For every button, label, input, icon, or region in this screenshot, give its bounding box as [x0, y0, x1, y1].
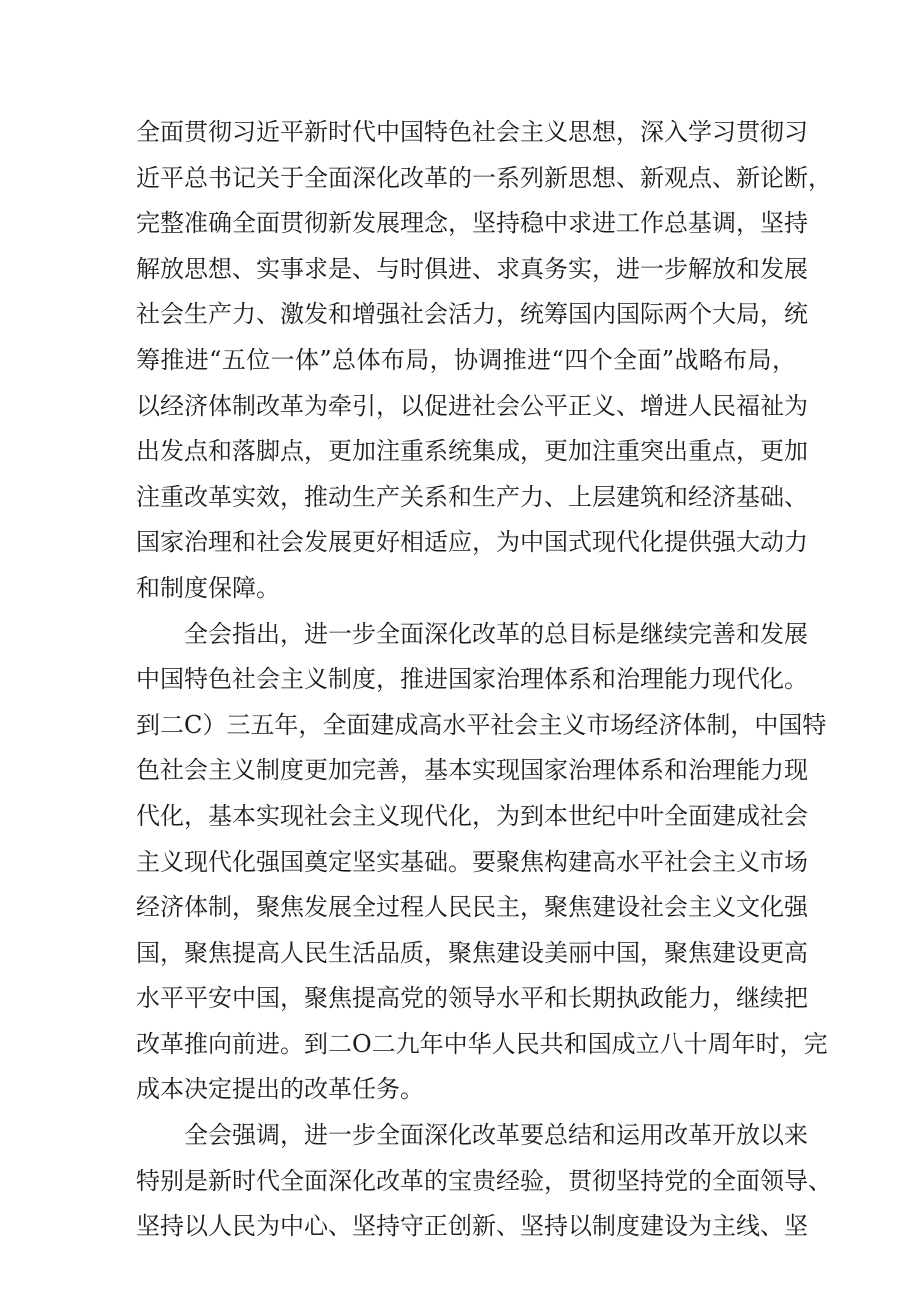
paragraph-2: [136, 612, 828, 1114]
text-line: 代化，基本实现社会主义现代化，为到本世纪中叶全面建成社会: [136, 801, 808, 830]
text-line: 经济体制，聚焦发展全过程人民民主，聚焦建设社会主义文化强: [136, 893, 808, 922]
text-line: 以经济体制改革为牵引，以促进社会公平正义、增进人民福祉为: [136, 391, 808, 420]
text-line: 近平总书记关于全面深化改革的一系列新思想、新观点、新论断，: [136, 163, 832, 192]
text-line: 全会强调，进一步全面深化改革要总结和运用改革开放以来: [184, 1121, 808, 1150]
text-line: 全面贯彻习近平新时代中国特色社会主义思想，深入学习贯彻习: [136, 118, 808, 146]
text-line: 和制度保障。: [136, 573, 280, 602]
text-line: 完整准确全面贯彻新发展理念，坚持稳中求进工作总基调，坚持: [136, 209, 808, 238]
paragraph-3: [136, 1113, 832, 1250]
text-line: 主义现代化强国奠定坚实基础。要聚焦构建高水平社会主义市场: [136, 847, 808, 876]
text-line: 到二C）三五年，全面建成高水平社会主义市场经济体制，中国特: [136, 710, 827, 739]
text-line: 特别是新时代全面深化改革的宝贵经验，贯彻坚持党的全面领导、: [136, 1166, 832, 1195]
text-line: 坚持以人民为中心、坚持守正创新、坚持以制度建设为主线、坚: [136, 1212, 808, 1241]
document-body: [136, 110, 832, 1250]
text-line: 国家治理和社会发展更好相适应，为中国式现代化提供强大动力: [136, 528, 808, 557]
text-line: 社会生产力、激发和增强社会活力，统筹国内国际两个大局，统: [136, 300, 808, 329]
text-line: 水平平安中国，聚焦提高党的领导水平和长期执政能力，继续把: [136, 984, 808, 1013]
text-line: 色社会主义制度更加完善，基本实现国家治理体系和治理能力现: [136, 756, 808, 785]
text-line: 中国特色社会主义制度，推进国家治理体系和治理能力现代化。: [136, 665, 808, 694]
text-line: 筹推进“五位一体”总体布局，协调推进“四个全面”战略布局，: [136, 345, 796, 374]
text-line: 国，聚焦提高人民生活品质，聚焦建设美丽中国，聚焦建设更高: [136, 938, 808, 967]
text-line: 出发点和落脚点，更加注重系统集成，更加注重突出重点，更加: [136, 437, 808, 466]
text-line: 注重改革实效，推动生产关系和生产力、上层建筑和经济基础、: [136, 482, 808, 511]
paragraph-1: [136, 110, 832, 612]
text-line: 全会指出，进一步全面深化改革的总目标是继续完善和发展: [184, 619, 808, 648]
text-line: 成本决定提出的改革任务。: [136, 1075, 424, 1104]
text-line: 改革推向前进。到二O二九年中华人民共和国成立八十周年时，完: [136, 1029, 828, 1058]
text-line: 解放思想、实事求是、与时俱进、求真务实，进一步解放和发展: [136, 254, 808, 283]
